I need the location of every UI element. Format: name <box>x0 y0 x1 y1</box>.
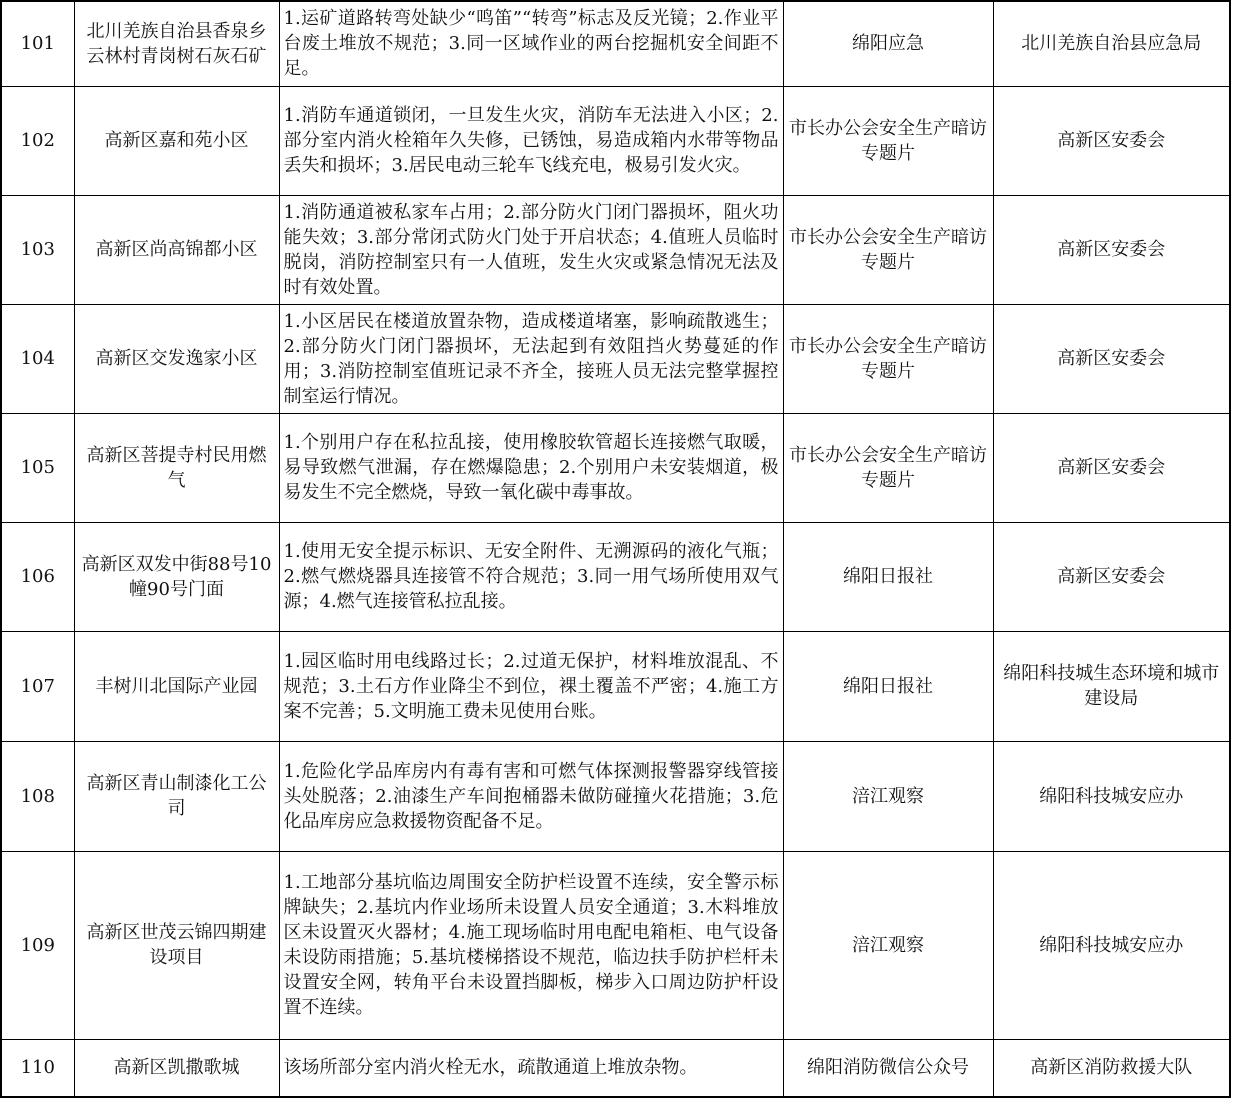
location-name: 丰树川北国际产业园 <box>74 631 279 741</box>
responsible-department: 北川羌族自治县应急局 <box>993 1 1230 86</box>
location-name: 高新区菩提寺村民用燃气 <box>74 413 279 522</box>
location-name: 高新区尚高锦都小区 <box>74 195 279 304</box>
table-row <box>1 195 1230 304</box>
table-row <box>1 631 1230 741</box>
source-outlet: 市长办公会安全生产暗访专题片 <box>783 304 993 413</box>
source-outlet: 绵阳日报社 <box>783 631 993 741</box>
table-row <box>1 1 1230 86</box>
issue-description: 1.消防通道被私家车占用；2.部分防火门闭门器损坏，阻火功能失效；3.部分常闭式防火门处于开启状态；4.值班人员临时脱岗，消防控制室只有一人值班，发生火灾或紧急情况无法及时有效处置。 <box>279 195 783 304</box>
source-outlet: 涪江观察 <box>783 741 993 851</box>
row-number: 106 <box>1 522 74 631</box>
source-outlet: 市长办公会安全生产暗访专题片 <box>783 413 993 522</box>
source-outlet: 绵阳日报社 <box>783 522 993 631</box>
source-outlet: 市长办公会安全生产暗访专题片 <box>783 195 993 304</box>
issue-description: 1.使用无安全提示标识、无安全附件、无溯源码的液化气瓶；2.燃气燃烧器具连接管不符合规范；3.同一用气场所使用双气源；4.燃气连接管私拉乱接。 <box>279 522 783 631</box>
location-name: 高新区凯撒歌城 <box>74 1039 279 1097</box>
table-row <box>1 741 1230 851</box>
responsible-department: 高新区安委会 <box>993 304 1230 413</box>
issue-description: 该场所部分室内消火栓无水，疏散通道上堆放杂物。 <box>279 1039 783 1097</box>
source-outlet: 涪江观察 <box>783 851 993 1039</box>
issue-description: 1.消防车通道锁闭，一旦发生火灾，消防车无法进入小区；2.部分室内消火栓箱年久失修，已锈蚀，易造成箱内水带等物品丢失和损坏；3.居民电动三轮车飞线充电，极易引发火灾。 <box>279 86 783 195</box>
responsible-department: 高新区安委会 <box>993 195 1230 304</box>
location-name: 高新区世茂云锦四期建设项目 <box>74 851 279 1039</box>
responsible-department: 绵阳科技城生态环境和城市建设局 <box>993 631 1230 741</box>
source-outlet: 绵阳消防微信公众号 <box>783 1039 993 1097</box>
location-name: 高新区双发中街88号10幢90号门面 <box>74 522 279 631</box>
table-row <box>1 851 1230 1039</box>
row-number: 107 <box>1 631 74 741</box>
table-row <box>1 522 1230 631</box>
issue-description: 1.工地部分基坑临边周围安全防护栏设置不连续，安全警示标牌缺失；2.基坑内作业场所未设置人员安全通道；3.木料堆放区未设置灭火器材；4.施工现场临时用电配电箱柜、电气设备未设防雨措施；5.基坑楼梯搭设不规范，临边扶手防护栏杆未设置安全网，转角平台未设置挡脚板，梯步入口周边防护杆设置不连续。 <box>279 851 783 1039</box>
row-number: 105 <box>1 413 74 522</box>
source-outlet: 绵阳应急 <box>783 1 993 86</box>
location-name: 北川羌族自治县香泉乡云林村青岗树石灰石矿 <box>74 1 279 86</box>
responsible-department: 高新区消防救援大队 <box>993 1039 1230 1097</box>
row-number: 108 <box>1 741 74 851</box>
issue-description: 1.运矿道路转弯处缺少“鸣笛”“转弯”标志及反光镜；2.作业平台废土堆放不规范；3.同一区域作业的两台挖掘机安全间距不足。 <box>279 1 783 86</box>
issue-description: 1.危险化学品库房内有毒有害和可燃气体探测报警器穿线管接头处脱落；2.油漆生产车间抱桶器未做防碰撞火花措施；3.危化品库房应急救援物资配备不足。 <box>279 741 783 851</box>
responsible-department: 高新区安委会 <box>993 413 1230 522</box>
table-row <box>1 413 1230 522</box>
row-number: 110 <box>1 1039 74 1097</box>
source-outlet: 市长办公会安全生产暗访专题片 <box>783 86 993 195</box>
row-number: 103 <box>1 195 74 304</box>
row-number: 109 <box>1 851 74 1039</box>
table-row <box>1 86 1230 195</box>
responsible-department: 绵阳科技城安应办 <box>993 851 1230 1039</box>
location-name: 高新区嘉和苑小区 <box>74 86 279 195</box>
responsible-department: 高新区安委会 <box>993 86 1230 195</box>
row-number: 102 <box>1 86 74 195</box>
responsible-department: 绵阳科技城安应办 <box>993 741 1230 851</box>
location-name: 高新区交发逸家小区 <box>74 304 279 413</box>
table-row <box>1 1039 1230 1097</box>
row-number: 101 <box>1 1 74 86</box>
issue-description: 1.个别用户存在私拉乱接，使用橡胶软管超长连接燃气取暖，易导致燃气泄漏，存在燃爆隐患；2.个别用户未安装烟道，极易发生不完全燃烧，导致一氧化碳中毒事故。 <box>279 413 783 522</box>
issue-description: 1.小区居民在楼道放置杂物，造成楼道堵塞，影响疏散逃生；2.部分防火门闭门器损坏，无法起到有效阻挡火势蔓延的作用；3.消防控制室值班记录不齐全，接班人员无法完整掌握控制室运行情况。 <box>279 304 783 413</box>
issue-description: 1.园区临时用电线路过长；2.过道无保护，材料堆放混乱、不规范；3.土石方作业降尘不到位，裸土覆盖不严密；4.施工方案不完善；5.文明施工费未见使用台账。 <box>279 631 783 741</box>
row-number: 104 <box>1 304 74 413</box>
table-row <box>1 304 1230 413</box>
location-name: 高新区青山制漆化工公司 <box>74 741 279 851</box>
responsible-department: 高新区安委会 <box>993 522 1230 631</box>
